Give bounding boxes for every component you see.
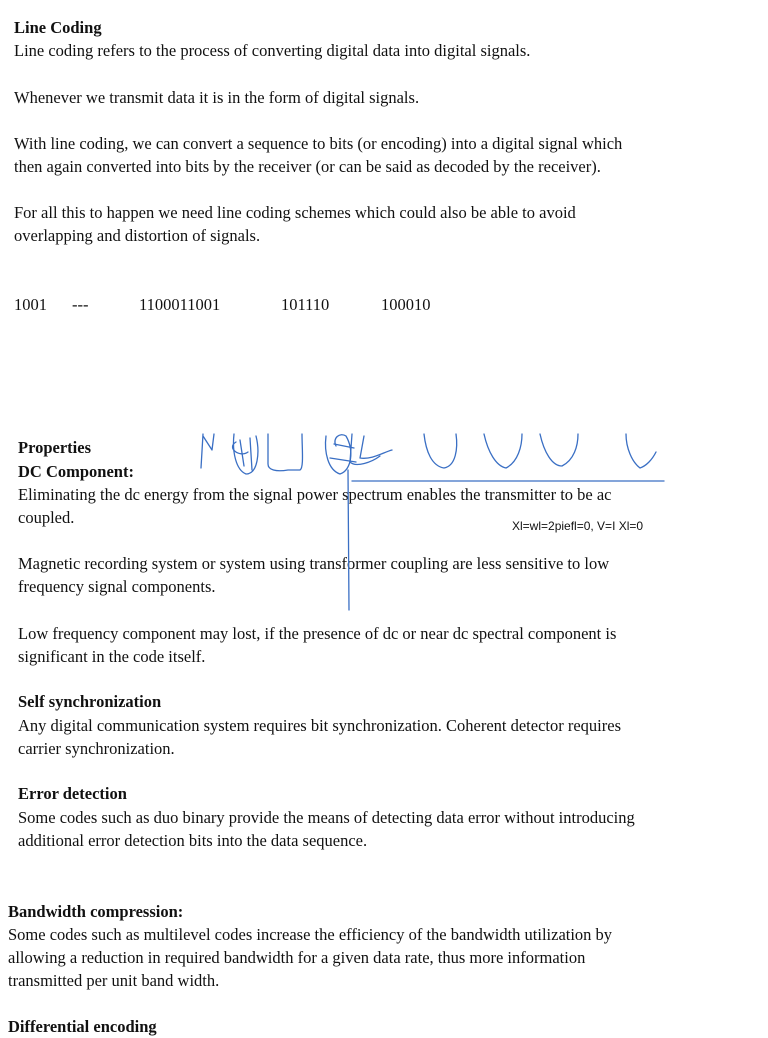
paragraph-convert-line1: With line coding, we can convert a sequence to bits (or encoding) into a digital signal which bbox=[14, 134, 623, 153]
heading-properties: Properties bbox=[18, 438, 92, 457]
bit-sequence: 1100011001 bbox=[139, 295, 221, 314]
paragraph-transmit: Whenever we transmit data it is in the form of digital signals. bbox=[14, 88, 420, 107]
paragraph-schemes-line2: overlapping and distortion of signals. bbox=[14, 226, 261, 245]
paragraph-schemes-line1: For all this to happen we need line coding schemes which could also be able to avoid bbox=[14, 203, 576, 222]
paragraph-sync-line1: Any digital communication system requires bit synchronization. Coherent detector requires bbox=[18, 716, 622, 735]
paragraph-dc-line1: Eliminating the dc energy from the signal power spectrum enables the transmitter to be ac bbox=[18, 485, 612, 504]
paragraph-sync-line2: carrier synchronization. bbox=[18, 739, 175, 758]
bit-sequence: 101110 bbox=[281, 295, 330, 314]
heading-line-coding: Line Coding bbox=[14, 18, 102, 37]
paragraph-dc-line2: coupled. bbox=[18, 508, 75, 527]
paragraph-error-line2: additional error detection bits into the data sequence. bbox=[18, 831, 368, 850]
paragraph-low-frequency-line1: Low frequency component may lost, if the presence of dc or near dc spectral component is bbox=[18, 624, 617, 643]
paragraph-magnetic-line1: Magnetic recording system or system using transformer coupling are less sensitive to low bbox=[18, 554, 610, 573]
paragraph-definition: Line coding refers to the process of converting digital data into digital signals. bbox=[14, 41, 531, 60]
heading-error-detection: Error detection bbox=[18, 784, 127, 803]
bit-separator: --- bbox=[72, 295, 89, 314]
heading-differential-encoding: Differential encoding bbox=[8, 1017, 157, 1036]
paragraph-convert-line2: then again converted into bits by the receiver (or can be said as decoded by the receiver). bbox=[14, 157, 601, 176]
handwritten-formula-note: Xl=wl=2piefl=0, V=I Xl=0 bbox=[512, 519, 644, 533]
paragraph-low-frequency-line2: significant in the code itself. bbox=[18, 647, 206, 666]
heading-self-synchronization: Self synchronization bbox=[18, 692, 162, 711]
paragraph-bandwidth-line2: allowing a reduction in required bandwidth for a given data rate, thus more information bbox=[8, 948, 586, 967]
bit-sequence: 1001 bbox=[14, 295, 47, 314]
paragraph-bandwidth-line1: Some codes such as multilevel codes increase the efficiency of the bandwidth utilization by bbox=[8, 925, 613, 944]
paragraph-magnetic-line2: frequency signal components. bbox=[18, 577, 216, 596]
heading-bandwidth-compression: Bandwidth compression: bbox=[8, 902, 184, 921]
bit-sequence: 100010 bbox=[381, 295, 431, 314]
paragraph-error-line1: Some codes such as duo binary provide the means of detecting data error without introducing bbox=[18, 808, 635, 827]
paragraph-bandwidth-line3: transmitted per unit band width. bbox=[8, 971, 220, 990]
heading-dc-component: DC Component: bbox=[18, 462, 134, 481]
